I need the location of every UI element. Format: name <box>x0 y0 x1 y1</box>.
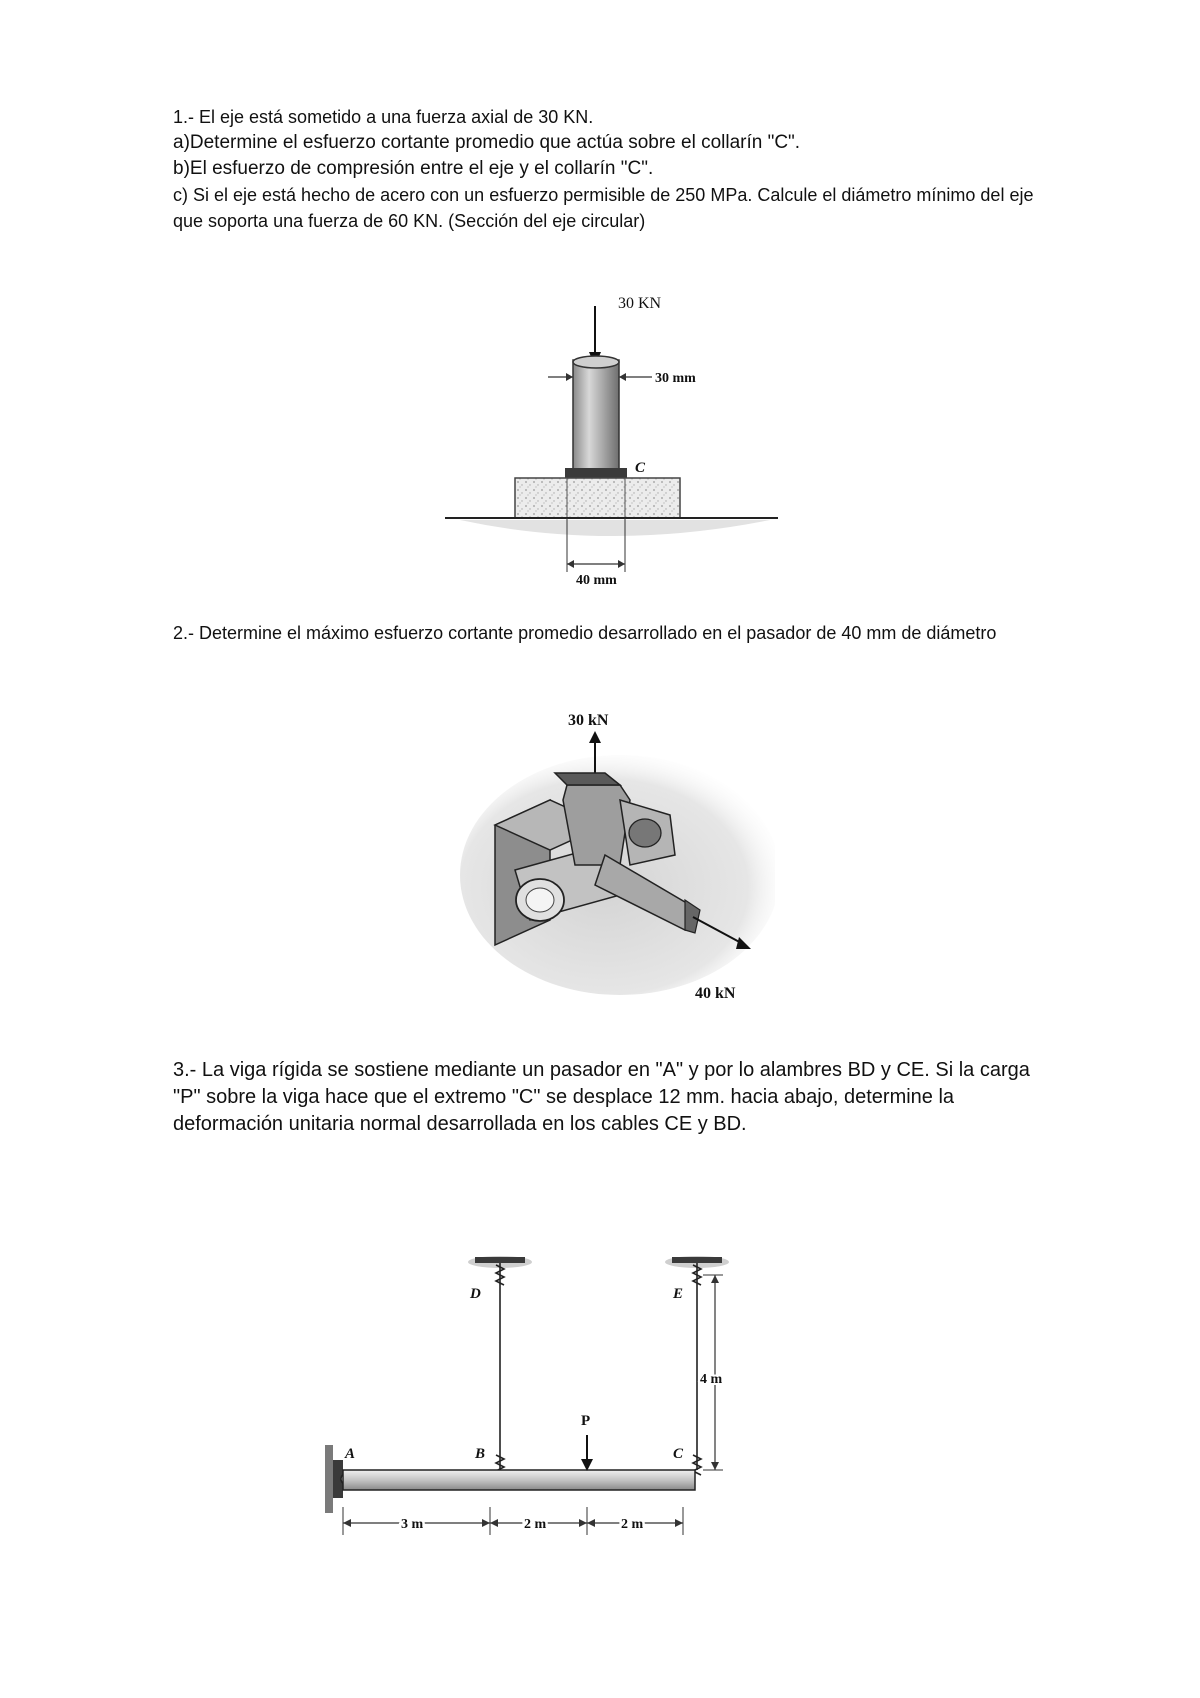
problem-2-text: 2.- Determine el máximo esfuerzo cortante promedio desarrollado en el pasador de 40 mm de diámetro <box>173 623 997 643</box>
shaft-dim-label: 30 mm <box>655 371 696 386</box>
ground-shade <box>460 520 770 536</box>
span-AB-label: 3 m <box>401 1517 424 1532</box>
shaft <box>573 360 619 470</box>
label-B: B <box>475 1446 486 1462</box>
problem-2 <box>173 620 1053 647</box>
shank <box>563 785 630 865</box>
shaft-top <box>573 356 619 368</box>
span-PC-label: 2 m <box>621 1517 644 1532</box>
load-P-arrowhead <box>581 1459 593 1471</box>
problem-1 <box>173 104 1053 234</box>
force-label-30kn: 30 KN <box>618 295 662 312</box>
wall <box>325 1445 333 1513</box>
span-BP-label: 2 m <box>524 1517 547 1532</box>
problem-1-part-c: c) Si el eje está hecho de acero con un esfuerzo permisible de 250 MPa. Calcule el diámetro mínimo del eje que soporta una fuerza de 60 KN. (Sección del eje circular) <box>173 185 1034 231</box>
base-dim-label: 40 mm <box>576 573 617 588</box>
label-E: E <box>673 1286 684 1302</box>
problem-1-part-a: a)Determine el esfuerzo cortante promedio que actúa sobre el collarín "C". <box>173 132 801 153</box>
problem-3-text: 3.- La viga rígida se sostiene mediante un pasador en "A" y por lo alambres BD y CE. Si la carga "P" sobre la viga hace que el extremo "C" se desplace 12 mm. hacia abajo, determine la deformación unitaria normal desarrollada en los cables CE y BD. <box>173 1059 1030 1135</box>
collar-label: C <box>635 460 646 476</box>
label-A: A <box>345 1446 356 1462</box>
problem-1-part-b: b)El esfuerzo de compresión entre el eje y el collarín "C". <box>173 158 654 179</box>
force-label-30kn: 30 kN <box>568 712 609 729</box>
rigid-beam <box>343 1470 695 1490</box>
problem-3 <box>173 1057 1053 1138</box>
figure-clevis-pin <box>455 705 775 1015</box>
problem-1-intro: 1.- El eje está sometido a una fuerza axial de 30 KN. <box>173 107 594 127</box>
support-D <box>475 1257 525 1263</box>
label-P: P <box>581 1413 591 1429</box>
label-C: C <box>673 1446 684 1462</box>
label-D: D <box>470 1286 481 1302</box>
collar <box>565 468 627 478</box>
figure-rigid-beam <box>325 1245 795 1575</box>
height-dim-label: 4 m <box>700 1372 723 1387</box>
force-label-40kn: 40 kN <box>695 985 736 1002</box>
force-up-arrowhead <box>589 731 601 743</box>
base-block <box>515 478 680 518</box>
figure-shaft-collar <box>420 280 800 590</box>
support-E <box>672 1257 722 1263</box>
